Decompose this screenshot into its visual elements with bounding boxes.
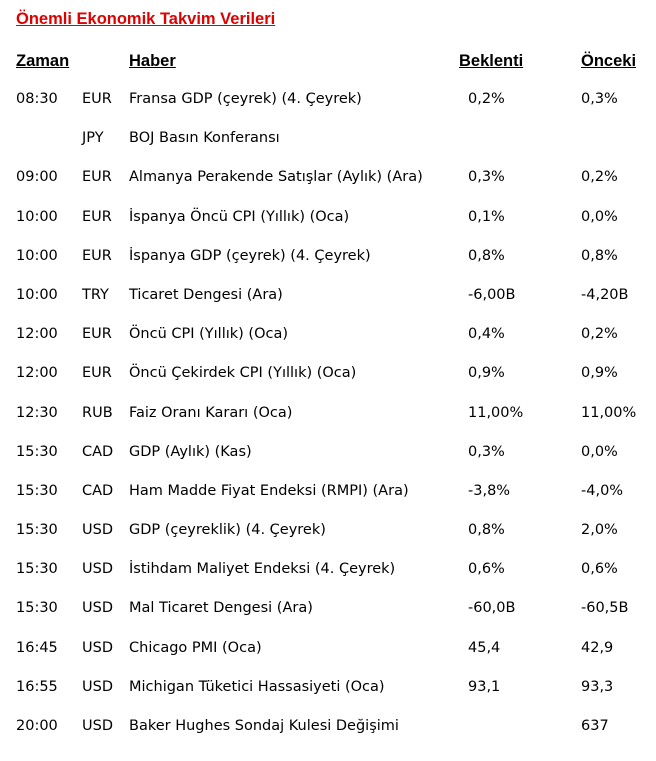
cell-previous: -4,20B (581, 286, 629, 303)
cell-expected: 0,8% (468, 522, 505, 539)
table-row (0, 248, 656, 287)
cell-event: Mal Ticaret Dengesi (Ara) (129, 600, 313, 617)
table-header (0, 52, 656, 74)
cell-currency: EUR (82, 326, 112, 343)
cell-previous: 42,9 (581, 639, 614, 656)
cell-event: Almanya Perakende Satışlar (Aylık) (Ara) (129, 169, 423, 186)
cell-event: Chicago PMI (Oca) (129, 639, 262, 656)
cell-time: 16:55 (16, 678, 58, 695)
cell-event: Faiz Oranı Kararı (Oca) (129, 404, 293, 421)
cell-currency: EUR (82, 91, 112, 107)
cell-time: 10:00 (16, 286, 58, 303)
cell-time: 15:30 (16, 600, 58, 617)
cell-currency: USD (82, 600, 113, 617)
cell-time: 15:30 (16, 482, 58, 499)
cell-time: 10:00 (16, 247, 58, 264)
cell-expected: 0,2% (468, 91, 505, 107)
cell-event: BOJ Basın Konferansı (129, 130, 280, 147)
cell-event: Michigan Tüketici Hassasiyeti (Oca) (129, 678, 385, 695)
cell-time: 12:30 (16, 404, 58, 421)
cell-previous: 0,2% (581, 169, 618, 186)
cell-event: İspanya Öncü CPI (Yıllık) (Oca) (129, 208, 350, 225)
cell-currency: RUB (82, 404, 113, 421)
cell-previous: 93,3 (581, 678, 614, 695)
cell-event: İstihdam Maliyet Endeksi (4. Çeyrek) (129, 561, 396, 578)
table-row (0, 483, 656, 522)
table-row (0, 130, 656, 169)
table-row (0, 444, 656, 483)
table-row (0, 209, 656, 248)
column-header-haber: Haber (129, 52, 176, 70)
cell-expected: 0,9% (468, 365, 505, 382)
cell-event: Baker Hughes Sondaj Kulesi Değişimi (129, 718, 399, 734)
cell-currency: CAD (82, 482, 114, 499)
cell-previous: 11,00% (581, 404, 637, 421)
cell-currency: USD (82, 561, 113, 578)
cell-previous: 2,0% (581, 522, 618, 539)
cell-expected: 93,1 (468, 678, 501, 695)
cell-currency: USD (82, 639, 113, 656)
table-row (0, 679, 656, 718)
cell-event: Ham Madde Fiyat Endeksi (RMPI) (Ara) (129, 482, 409, 499)
cell-event: Ticaret Dengesi (Ara) (129, 286, 283, 303)
cell-expected: 0,1% (468, 208, 505, 225)
cell-previous: 0,9% (581, 365, 618, 382)
cell-currency: USD (82, 678, 113, 695)
cell-expected: 0,4% (468, 326, 505, 343)
column-header-onceki: Önceki (581, 52, 637, 70)
table-row (0, 365, 656, 404)
calendar-table (0, 91, 656, 757)
cell-time: 12:00 (16, 365, 58, 382)
table-row (0, 326, 656, 365)
cell-previous: 637 (581, 718, 609, 734)
cell-currency: USD (82, 522, 113, 539)
cell-time: 15:30 (16, 522, 58, 539)
table-row (0, 91, 656, 130)
cell-currency: EUR (82, 365, 112, 382)
table-row (0, 287, 656, 326)
cell-time: 09:00 (16, 169, 58, 186)
table-row (0, 640, 656, 679)
cell-event: Öncü CPI (Yıllık) (Oca) (129, 326, 289, 343)
cell-currency: EUR (82, 247, 112, 264)
cell-previous: 0,2% (581, 326, 618, 343)
cell-time: 15:30 (16, 443, 58, 460)
cell-currency: EUR (82, 169, 112, 186)
table-row (0, 718, 656, 757)
table-row (0, 405, 656, 444)
cell-expected: 45,4 (468, 639, 501, 656)
page-title: Önemli Ekonomik Takvim Verileri (16, 10, 276, 28)
cell-event: GDP (çeyreklik) (4. Çeyrek) (129, 522, 326, 539)
cell-expected: -6,00B (468, 286, 516, 303)
table-row (0, 561, 656, 600)
cell-expected: 0,6% (468, 561, 505, 578)
cell-event: Öncü Çekirdek CPI (Yıllık) (Oca) (129, 365, 357, 382)
cell-currency: CAD (82, 443, 114, 460)
cell-previous: 0,0% (581, 443, 618, 460)
cell-currency: USD (82, 718, 113, 734)
cell-time: 12:00 (16, 326, 58, 343)
cell-previous: 0,8% (581, 247, 618, 264)
table-row (0, 169, 656, 208)
cell-event: GDP (Aylık) (Kas) (129, 443, 252, 460)
column-header-zaman: Zaman (16, 52, 70, 70)
cell-previous: -60,5B (581, 600, 629, 617)
cell-previous: 0,3% (581, 91, 618, 107)
cell-previous: 0,6% (581, 561, 618, 578)
cell-time: 16:45 (16, 639, 58, 656)
cell-event: İspanya GDP (çeyrek) (4. Çeyrek) (129, 247, 371, 264)
cell-event: Fransa GDP (çeyrek) (4. Çeyrek) (129, 91, 362, 107)
cell-previous: -4,0% (581, 482, 624, 499)
cell-previous: 0,0% (581, 208, 618, 225)
cell-currency: JPY (82, 130, 104, 147)
cell-time: 20:00 (16, 718, 58, 734)
cell-expected: -60,0B (468, 600, 516, 617)
cell-time: 10:00 (16, 208, 58, 225)
cell-expected: -3,8% (468, 482, 511, 499)
cell-expected: 0,8% (468, 247, 505, 264)
cell-expected: 0,3% (468, 443, 505, 460)
cell-currency: EUR (82, 208, 112, 225)
table-row (0, 522, 656, 561)
cell-time: 08:30 (16, 91, 58, 107)
cell-expected: 11,00% (468, 404, 524, 421)
table-row (0, 600, 656, 639)
column-header-beklenti: Beklenti (459, 52, 524, 70)
cell-expected: 0,3% (468, 169, 505, 186)
cell-currency: TRY (82, 286, 109, 303)
cell-time: 15:30 (16, 561, 58, 578)
